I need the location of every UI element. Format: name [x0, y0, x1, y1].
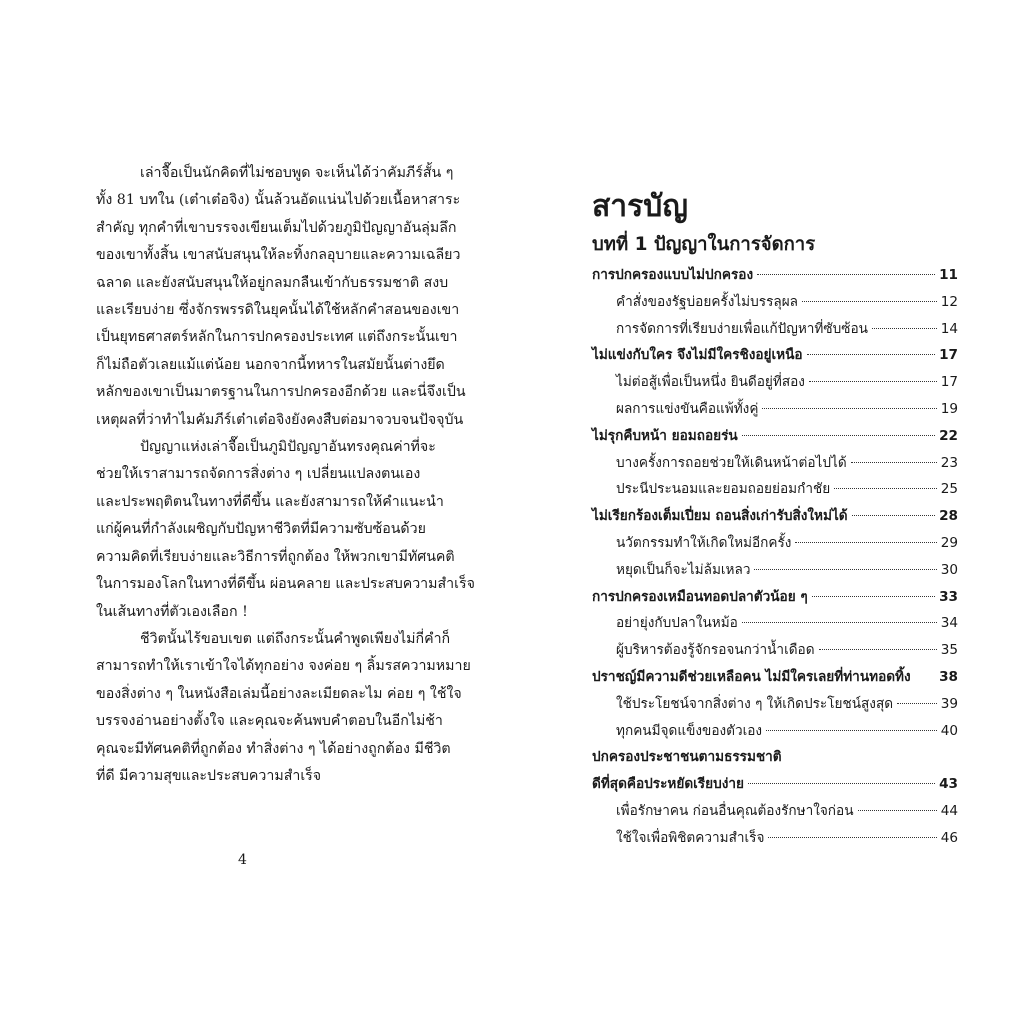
toc-entry	[592, 289, 958, 316]
dot-leader	[762, 408, 936, 409]
body-paragraph	[96, 434, 516, 626]
toc-entry	[592, 423, 958, 450]
toc-entry	[592, 503, 958, 530]
toc-entry	[592, 825, 958, 852]
toc-entry	[592, 316, 958, 343]
text-line: ในเส้นทางที่ตัวเองเลือก !	[96, 603, 248, 620]
toc-entry-label: ดีที่สุดคือประหยัดเรียบง่าย	[592, 776, 744, 793]
toc-entry	[592, 530, 958, 557]
text-line: สามารถทำให้เราเข้าใจได้ทุกอย่าง จงค่อย ๆ ลิ้มรสความหมาย	[96, 658, 471, 675]
text-line: ของสิ่งต่าง ๆ ในหนังสือเล่มนี้อย่างละเมียดละไม ค่อย ๆ ใช้ใจ	[96, 685, 462, 702]
toc-entry-label: บางครั้งการถอยช่วยให้เดินหน้าต่อไปได้	[616, 454, 847, 471]
toc-entry-page: 17	[940, 374, 958, 391]
toc-entry-label: ปกครองประชาชนตามธรรมชาติ	[592, 749, 782, 766]
dot-leader	[754, 569, 936, 570]
text-line: ก็ไม่ถือตัวเลยแม้แต่น้อย นอกจากนี้ทหารในสมัยนั้นต่างยึด	[96, 356, 445, 373]
dot-leader	[812, 596, 935, 597]
left-page	[96, 160, 516, 790]
toc-entry-page: 11	[939, 267, 958, 283]
toc-entry	[592, 637, 958, 664]
toc-entry-label: ไม่ต่อสู้เพื่อเป็นหนึ่ง ยินดีอยู่ที่สอง	[616, 374, 805, 391]
toc-entry-page: 23	[940, 454, 958, 471]
dot-leader	[858, 810, 937, 811]
toc-entry	[592, 610, 958, 637]
text-line: บรรจงอ่านอย่างตั้งใจ และคุณจะค้นพบคำตอบในอีกไม่ช้า	[96, 713, 443, 730]
dot-leader	[802, 301, 937, 302]
toc-entry-page: 19	[940, 400, 958, 417]
toc-entry	[592, 262, 958, 289]
text-line: เหตุผลที่ว่าทำไมคัมภีร์เต๋าเต๋อจิงยังคงสืบต่อมาจวบจนปัจจุบัน	[96, 411, 464, 428]
toc-list	[592, 262, 958, 852]
toc-entry-page: 38	[939, 668, 958, 685]
text-line: ของเขาทั้งสิ้น เขาสนับสนุนให้ละทิ้งกลอุบายและความเฉลียว	[96, 247, 461, 264]
body-paragraph	[96, 626, 516, 790]
toc-entry-label: ใช้ประโยชน์จากสิ่งต่าง ๆ ให้เกิดประโยชน์สูงสุด	[616, 695, 894, 712]
toc-entry-page: 43	[939, 776, 958, 793]
dot-leader	[852, 515, 935, 516]
toc-entry-page: 25	[940, 481, 958, 498]
text-line: ทั้ง 81 บทใน (เต๋าเต๋อจิง) นั้นล้วนอัดแน่นไปด้วยเนื้อหาสาระ	[96, 192, 461, 209]
toc-entry-page: 28	[939, 508, 958, 525]
text-line: เล่าจื๊อเป็นนักคิดที่ไม่ชอบพูด จะเห็นได้ว่าคัมภีร์สั้น ๆ	[140, 165, 454, 181]
toc-entry-label: ใช้ใจเพื่อพิชิตความสำเร็จ	[616, 829, 765, 846]
toc-entry	[592, 476, 958, 503]
toc-entry-page: 40	[940, 722, 958, 739]
chapter-title: บทที่ 1 ปัญญาในการจัดการ	[592, 234, 816, 255]
text-line: ที่ดี มีความสุขและประสบความสำเร็จ	[96, 767, 322, 784]
toc-entry-page: 44	[940, 802, 958, 819]
toc-entry-label: ไม่เรียกร้องเต็มเปี่ยม ถอนสิ่งเก่ารับสิ่งใหม่ได้	[592, 508, 848, 525]
toc-entry-label: ไม่แข่งกับใคร จึงไม่มีใครชิงอยู่เหนือ	[592, 347, 803, 364]
dot-leader	[809, 381, 937, 382]
toc-entry	[592, 584, 958, 611]
toc-entry-page: 34	[940, 615, 958, 632]
dot-leader	[757, 274, 935, 275]
toc-entry-label: ปราชญ์มีความดีช่วยเหลือคน ไม่มีใครเลยที่ท่านทอดทิ้ง	[592, 668, 911, 685]
toc-entry-label: อย่ายุ่งกับปลาในหม้อ	[616, 615, 738, 632]
toc-entry-page: 17	[939, 347, 958, 364]
toc-entry-page: 12	[940, 293, 958, 310]
toc-entry-label: นวัตกรรมทำให้เกิดใหม่อีกครั้ง	[616, 534, 792, 551]
text-line: สำคัญ ทุกคำที่เขาบรรจงเขียนเต็มไปด้วยภูมิปัญญาอันลุ่มลึก	[96, 219, 457, 236]
toc-entry-label: ผลการแข่งขันคือแพ้ทั้งคู่	[616, 400, 759, 417]
toc-title: สารบัญ	[592, 189, 688, 224]
toc-entry-label: ไม่รุกคืบหน้า ยอมถอยร่น	[592, 427, 738, 444]
toc-entry	[592, 718, 958, 745]
dot-leader	[766, 730, 937, 731]
page-number: 4	[238, 852, 247, 868]
toc-entry	[592, 771, 958, 798]
text-line: แก่ผู้คนที่กำลังเผชิญกับปัญหาชีวิตที่มีความซับซ้อนด้วย	[96, 521, 426, 538]
text-line: ปัญญาแห่งเล่าจื๊อเป็นภูมิปัญญาอันทรงคุณค่าที่จะ	[140, 439, 436, 456]
toc-entry	[592, 744, 958, 771]
text-line: ความคิดที่เรียบง่ายและวิธีการที่ถูกต้อง ให้พวกเขามีทัศนคติ	[96, 548, 455, 565]
text-line: ช่วยให้เราสามารถจัดการสิ่งต่าง ๆ เปลี่ยนแปลงตนเอง	[96, 466, 421, 483]
text-line: ชีวิตนั้นไร้ขอบเขต แต่ถึงกระนั้นคำพูดเพียงไม่กี่คำก็	[140, 630, 451, 647]
dot-leader	[872, 328, 937, 329]
table-of-contents	[592, 186, 958, 852]
text-line: เป็นยุทธศาสตร์หลักในการปกครองประเทศ แต่ถึงกระนั้นเขา	[96, 329, 458, 346]
dot-leader	[748, 783, 935, 784]
text-line: ฉลาด และยังสนับสนุนให้อยู่กลมกลืนเข้ากับธรรมชาติ สงบ	[96, 274, 449, 291]
toc-entry	[592, 396, 958, 423]
toc-entry-page: 33	[939, 588, 958, 605]
toc-entry	[592, 664, 958, 691]
body-paragraph	[96, 160, 516, 434]
dot-leader	[897, 703, 937, 704]
toc-entry-label: ประนีประนอมและยอมถอยย่อมกำชัย	[616, 481, 831, 498]
toc-entry-label: การปกครองเหมือนทอดปลาตัวน้อย ๆ	[592, 588, 808, 605]
toc-entry-label: หยุดเป็นก็จะไม่ล้มเหลว	[616, 561, 751, 578]
text-line: และเรียบง่าย ซึ่งจักรพรรดิในยุคนั้นได้ใช้หลักคำสอนของเขา	[96, 302, 460, 319]
toc-entry-page: 30	[940, 561, 958, 578]
toc-entry-page: 35	[940, 642, 958, 659]
toc-entry-page: 22	[939, 427, 958, 444]
dot-leader	[742, 622, 937, 623]
text-line: ในการมองโลกในทางที่ดีขึ้น ผ่อนคลาย และประสบความสำเร็จ	[96, 576, 475, 593]
toc-entry-label: การจัดการที่เรียบง่ายเพื่อแก้ปัญหาที่ซับซ้อน	[616, 320, 868, 337]
toc-entry-label: ผู้บริหารต้องรู้จักรอจนกว่าน้ำเดือด	[616, 642, 815, 659]
dot-leader	[851, 462, 937, 463]
toc-entry-label: เพื่อรักษาคน ก่อนอื่นคุณต้องรักษาใจก่อน	[616, 802, 854, 819]
toc-entry-page: 39	[940, 695, 958, 712]
toc-entry	[592, 691, 958, 718]
toc-entry	[592, 798, 958, 825]
toc-entry-page: 14	[940, 320, 958, 337]
toc-entry-label: การปกครองแบบไม่ปกครอง	[592, 267, 754, 283]
toc-entry-label: ทุกคนมีจุดแข็งของตัวเอง	[616, 722, 763, 739]
toc-entry	[592, 557, 958, 584]
toc-entry	[592, 342, 958, 369]
dot-leader	[742, 435, 935, 436]
dot-leader	[807, 354, 936, 355]
dot-leader	[834, 488, 937, 489]
text-line: หลักของเขาเป็นมาตรฐานในการปกครองอีกด้วย และนี่จึงเป็น	[96, 384, 466, 401]
text-line: คุณจะมีทัศนคติที่ถูกต้อง ทำสิ่งต่าง ๆ ได้อย่างถูกต้อง มีชีวิต	[96, 740, 451, 757]
text-line: และประพฤติตนในทางที่ดีขึ้น และยังสามารถให้คำแนะนำ	[96, 493, 444, 510]
dot-leader	[795, 542, 936, 543]
toc-entry	[592, 450, 958, 477]
dot-leader	[768, 837, 936, 838]
dot-leader	[819, 649, 937, 650]
toc-entry-page: 29	[940, 534, 958, 551]
toc-entry	[592, 369, 958, 396]
toc-entry-page: 46	[940, 829, 958, 846]
toc-entry-label: คำสั่งของรัฐบ่อยครั้งไม่บรรลุผล	[616, 293, 799, 310]
